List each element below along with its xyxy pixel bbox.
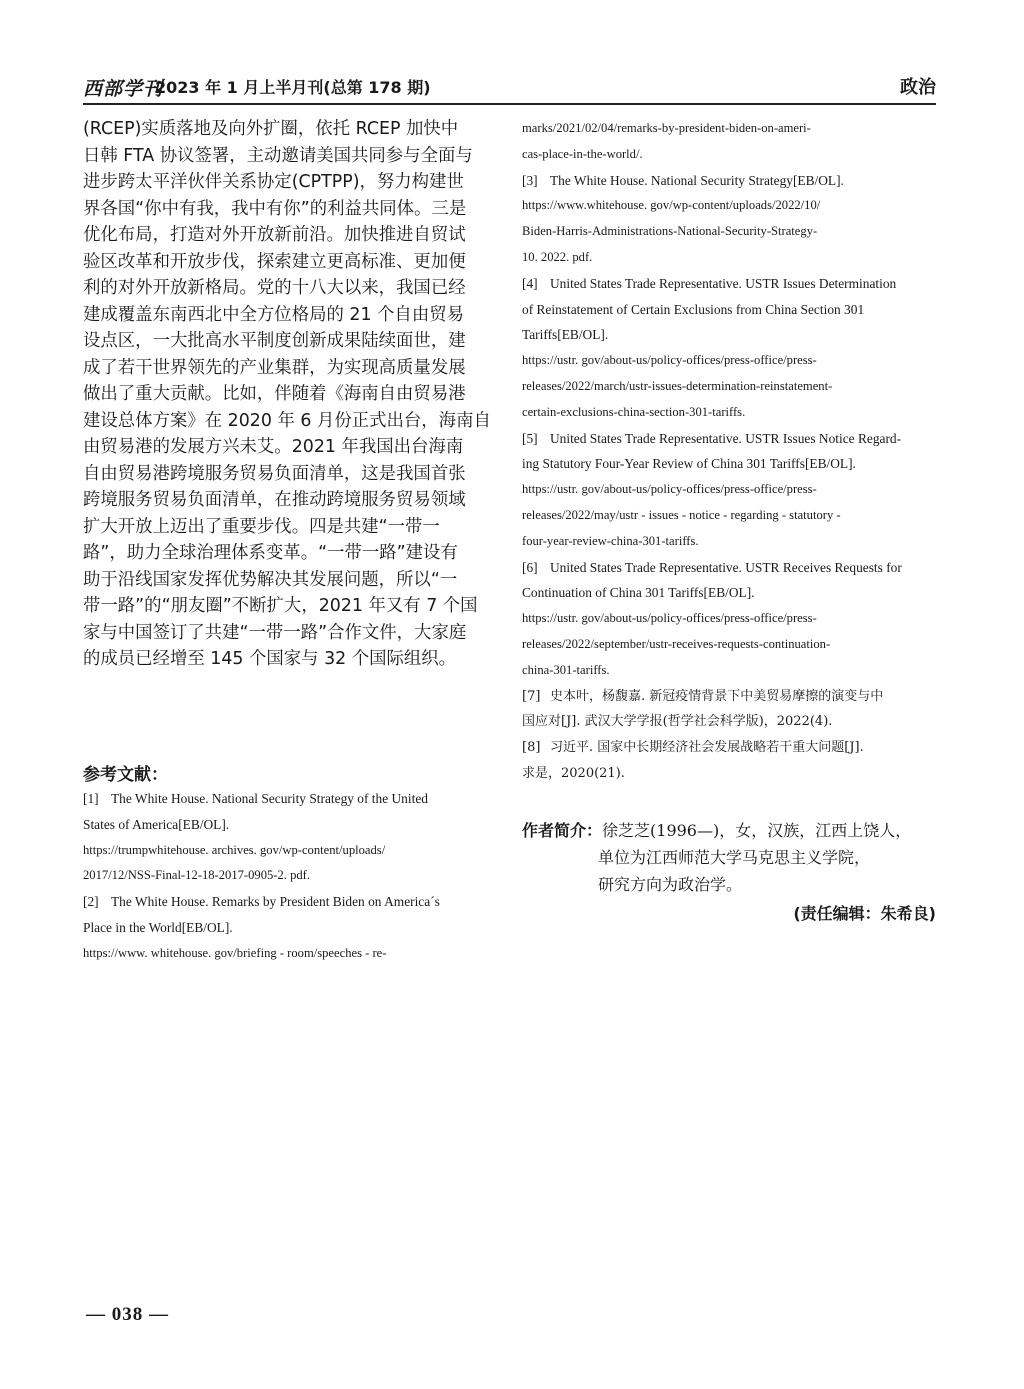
reference-url: https://ustr. gov/about-us/policy-offices/press-office/press-: [522, 482, 817, 497]
reference-url: releases/2022/september/ustr-receives-requests-continuation-: [522, 636, 831, 651]
reference-text: States of America[EB/OL].: [83, 816, 230, 832]
author-bio-line: 研究方向为政治学。: [598, 875, 743, 894]
journal-logo: 西部学刊: [83, 78, 164, 100]
running-header: [83, 70, 936, 106]
reference-text: Continuation of China 301 Tariffs[EB/OL].: [522, 585, 755, 601]
reference-url: https://www.whitehouse. gov/wp-content/uploads/2022/10/: [522, 198, 821, 213]
reference-number: [2]: [83, 894, 99, 910]
reference-item: [522, 735, 936, 761]
body-line: 利的对外开放新格局。党的十八大以来，我国已经: [83, 278, 466, 298]
reference-text: 习近平. 国家中长期经济社会发展战略若干重大问题[J].: [550, 740, 864, 756]
issue-info: 2023 年 1 月上半月刊(总第 178 期): [155, 78, 431, 97]
reference-number: [8]: [522, 740, 541, 756]
body-line: 优化布局，打造对外开放新前沿。加快推进自贸试: [83, 225, 466, 245]
reference-url: certain-exclusions-china-section-301-tariffs.: [522, 404, 746, 419]
references-title: 参考文献：: [83, 765, 168, 785]
author-bio-line: 单位为江西师范大学马克思主义学院，: [598, 848, 871, 867]
reference-url: cas-place-in-the-world/.: [522, 146, 643, 161]
reference-text: The White House. National Security Strategy[EB/OL].: [550, 172, 844, 188]
author-bio-label: 作者简介：: [522, 821, 603, 840]
body-line: 扩大开放上迈出了重要步伐。四是共建“一带一: [83, 516, 440, 537]
responsible-editor: (责任编辑：朱希良): [793, 904, 936, 923]
reference-number: [6]: [522, 559, 538, 575]
reference-url: releases/2022/march/ustr-issues-determination-reinstatement-: [522, 378, 833, 393]
author-bio-line: 徐芝芝(1996—)，女，汉族，江西上饶人，: [602, 821, 912, 840]
reference-url: 10. 2022. pdf.: [522, 249, 593, 264]
body-line: 跨境服务贸易负面清单，在推动跨境服务贸易领域: [83, 490, 466, 510]
reference-item: [522, 426, 936, 452]
reference-item: [522, 684, 936, 710]
body-line: 家与中国签订了共建“一带一路”合作文件，大家庭: [83, 622, 467, 643]
references-right-column: [522, 116, 936, 787]
reference-item: [522, 168, 936, 194]
reference-text: The White House. Remarks by President Biden on America´s: [111, 894, 440, 910]
body-line: 的成员已经增至 145 个国家与 32 个国际组织。: [83, 649, 457, 669]
reference-url: https://www. whitehouse. gov/briefing - room/speeches - re-: [83, 945, 387, 960]
reference-text: United States Trade Representative. USTR Receives Requests for: [550, 559, 902, 575]
reference-number: [3]: [522, 172, 538, 188]
reference-text: Place in the World[EB/OL].: [83, 919, 233, 935]
reference-text: United States Trade Representative. USTR Issues Notice Regard-: [550, 430, 902, 446]
reference-text: 求是，2020(21).: [522, 765, 625, 781]
body-line: 验区改革和开放步伐，探索建立更高标准、更加便: [83, 251, 466, 272]
reference-url: releases/2022/may/ustr - issues - notice - regarding - statutory -: [522, 507, 841, 522]
body-line: 建设总体方案》在 2020 年 6 月份正式出台，海南自: [83, 410, 491, 431]
reference-url: china-301-tariffs.: [522, 662, 610, 677]
reference-item: [522, 271, 936, 297]
reference-url: https://ustr. gov/about-us/policy-offices/press-office/press-: [522, 611, 817, 626]
body-line: (RCEP)实质落地及向外扩圈，依托 RCEP 加快中: [83, 119, 459, 139]
reference-url: four-year-review-china-301-tariffs.: [522, 533, 699, 548]
reference-number: [5]: [522, 430, 538, 446]
author-bio: [522, 817, 936, 898]
reference-text: of Reinstatement of Certain Exclusions from China Section 301: [522, 301, 865, 317]
section-title: 政治: [900, 77, 936, 98]
reference-number: [1]: [83, 791, 99, 806]
body-line: 带一路”的“朋友圈”不断扩大，2021 年又有 7 个国: [83, 596, 478, 616]
body-line: 助于沿线国家发挥优势解决其发展问题，所以“一: [83, 569, 458, 590]
body-line: 建成覆盖东南西北中全方位格局的 21 个自由贸易: [83, 304, 464, 325]
body-line: 日韩 FTA 协议签署，主动邀请美国共同参与全面与: [83, 145, 473, 166]
body-line: 路”，助力全球治理体系变革。“一带一路”建设有: [83, 543, 458, 563]
body-text: [83, 116, 497, 673]
reference-text: Tariffs[EB/OL].: [522, 327, 609, 343]
reference-number: [4]: [522, 275, 538, 291]
reference-text: 史本叶，杨馥嘉. 新冠疫情背景下中美贸易摩擦的演变与中: [550, 688, 884, 704]
reference-url: Biden-Harris-Administrations-National-Security-Strategy-: [522, 224, 818, 239]
page-number: — 038 —: [86, 1304, 169, 1325]
body-line: 设点区，一大批高水平制度创新成果陆续面世，建: [83, 331, 466, 351]
reference-url: marks/2021/02/04/remarks-by-president-biden-on-ameri-: [522, 121, 811, 135]
reference-item: [83, 889, 497, 915]
body-line: 成了若干世界领先的产业集群，为实现高质量发展: [83, 357, 466, 378]
body-line: 进步跨太平洋伙伴关系协定(CPTPP)，努力构建世: [83, 172, 464, 192]
references-left-column: [83, 786, 497, 967]
reference-item: [83, 786, 497, 812]
reference-url: 2017/12/NSS-Final-12-18-2017-0905-2. pdf.: [83, 868, 311, 883]
reference-text: United States Trade Representative. USTR Issues Determination: [550, 275, 897, 291]
body-line: 自由贸易港跨境服务贸易负面清单，这是我国首张: [83, 463, 466, 484]
reference-url: https://ustr. gov/about-us/policy-offices/press-office/press-: [522, 353, 817, 368]
reference-item: [522, 555, 936, 581]
reference-url: https://trumpwhitehouse. archives. gov/wp-content/uploads/: [83, 842, 386, 857]
body-line: 由贸易港的发展方兴未艾。2021 年我国出台海南: [83, 437, 464, 457]
header-rule: [83, 103, 936, 105]
reference-text: The White House. National Security Strategy of the United: [111, 791, 428, 806]
body-line: 做出了重大贡献。比如，伴随着《海南自由贸易港: [83, 384, 466, 404]
reference-text: ing Statutory Four-Year Review of China 301 Tariffs[EB/OL].: [522, 456, 856, 472]
reference-number: [7]: [522, 688, 541, 704]
body-line: 界各国“你中有我，我中有你”的利益共同体。三是: [83, 198, 467, 219]
reference-text: 国应对[J]. 武汉大学学报(哲学社会科学版)，2022(4).: [522, 714, 833, 730]
